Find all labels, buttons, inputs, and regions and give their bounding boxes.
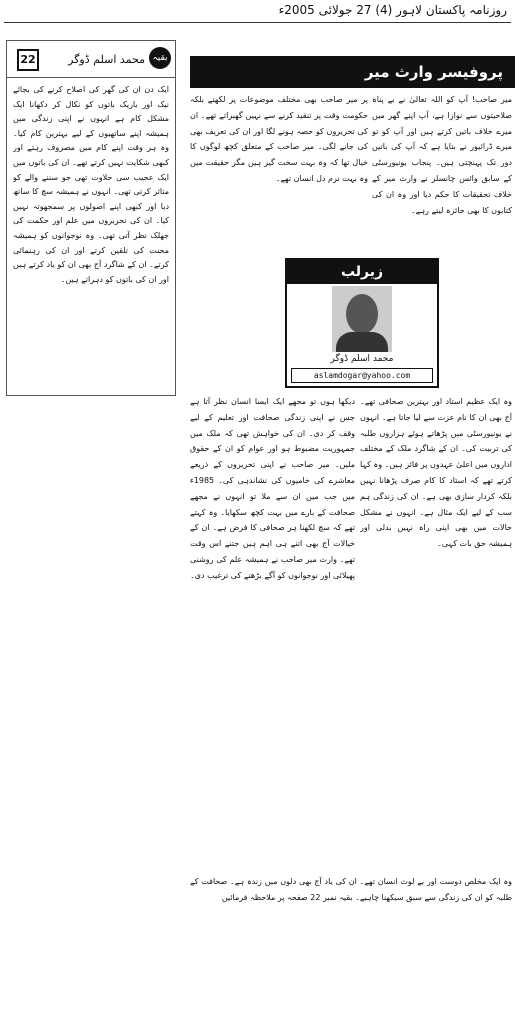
article-column-lower-left: دیکھا ہوں تو مجھے ایک ایسا انسان نظر آتا ہے جس نے اپنی زندگی صحافت اور تعلیم کے لیے وقف کر دی۔ ان کی خواہش تھی کہ ملک میں جمہوریت مضبوط ہو اور عوام کو ان کے حقوق ملیں۔ میر صاحب نے اپنی تحریروں کے ذریعے معاشرے کی خامیوں کی نشاندہی کی۔ 1985ء میں جب میں ان سے ملا تو انہوں نے مجھے صحافت کے بارے میں بہت کچھ سکھایا۔ وہ کہتے تھے کہ سچ لکھنا ہر صحافی کا فرض ہے۔ ان کے خیالات آج بھی اتنے ہی اہم ہیں جتنے اس وقت تھے۔ وارث میر صاحب نے ہمیشہ علم کی روشنی پھیلائی اور نوجوانوں کو آگے بڑھنے کی ترغیب دی۔ <box>190 397 355 580</box>
masthead <box>0 0 515 22</box>
photo-face <box>346 294 378 334</box>
article-column-middle: پر میر صاحب بھی مختلف موضوعات پر لکھتے بلکہ حکومت وقت پر تنقید کرنے سے نہیں گھبراتے تھے۔ ان کی تحریروں کو حصہ ہونے لگا اور ان کی تعریف بھی کی جانے لگی۔ میر صاحب کے متعلق کچھ لوگوں کا خیال تھا کہ وہ بہت سخت گیر ہیں مگر حقیقت میں وہ بہت نرم دل انسان تھے۔ <box>190 95 368 183</box>
newspaper-dateline: روزنامہ پاکستان لاہور (4) 27 جولائی 2005ء <box>278 3 507 17</box>
continuation-header <box>7 41 175 78</box>
article-column-right: میر صاحب! آپ کو اللہ تعالیٰ نے بے پناہ صلاحیتوں سے نوازا ہے، آپ اپنے گھر میں میرے خلاف باتیں کرتے ہیں اور آپ کو تو میرے ڈرائیور نے بتایا ہے کہ آپ کی باتیں دور تک پہنچتی ہیں۔ پنجاب یونیورسٹی کے سابق وائس چانسلر نے وارث میر کے خلاف تحقیقات کا حکم دیا اور وہ ان کی کتابوں کا بھی جائزہ لیتے رہے۔ <box>372 95 512 215</box>
columnist-photo <box>332 286 392 352</box>
continuation-badge: بقیہ <box>149 47 171 69</box>
masthead-divider <box>4 22 511 23</box>
article-column-bottom: وہ ایک مخلص دوست اور بے لوث انسان تھے۔ ان کی یاد آج بھی دلوں میں زندہ ہے۔ صحافت کے طلبہ کو ان کی زندگی سے سبق سیکھنا چاہیے۔ بقیہ نمبر 22 صفحہ پر ملاحظہ فرمائیں <box>190 877 512 902</box>
photo-body <box>336 332 388 352</box>
columnist-email: aslamdogar@yahoo.com <box>291 368 433 383</box>
continuation-text: ایک دن ان کی گھر کی اصلاح کرنے کی بجائے نیک اور باریک باتوں کو نکال کر دکھانا ایک مشکل کام ہے انہوں نے اپنی زندگی میں ہمیشہ اپنے ساتھیوں کے لیے بہترین کام کیا۔ وہ ہر وقت اپنے کام میں مصروف رہتے اور کبھی شکایت نہیں کرتے تھے۔ ان کی باتوں میں ایک عجیب سی حلاوت تھی جو سننے والے کو متاثر کرتی تھی۔ انہوں نے ہمیشہ سچ کا ساتھ دیا اور کبھی اپنے اصولوں پر سمجھوتہ نہیں کیا۔ ان کی تحریروں میں علم اور حکمت کی جھلک نظر آتی تھی۔ وہ نوجوانوں کو ہمیشہ محنت کی تلقین کرتے اور ان کی رہنمائی کرتے۔ ان کے شاگرد آج بھی ان کو یاد کرتے ہیں اور ان کی باتوں کو دہراتے ہیں۔ <box>13 85 169 284</box>
page-number: 22 <box>17 49 39 71</box>
article-title-banner <box>190 56 515 88</box>
columnist-name: محمد اسلم ڈوگر <box>330 354 394 364</box>
columnist-photo-box <box>285 258 439 388</box>
article-title: پروفیسر وارث میر <box>364 63 503 81</box>
article-column-lower-right: وہ ایک عظیم استاد اور بہترین صحافی تھے۔ آج بھی ان کا نام عزت سے لیا جاتا ہے۔ انہوں نے یونیورسٹی میں پڑھاتے ہوئے ہزاروں طلبہ کی تربیت کی۔ ان کے شاگرد ملک کے مختلف اداروں میں اعلیٰ عہدوں پر فائز ہیں۔ وہ کہا کرتے تھے کہ استاد کا کام صرف پڑھانا نہیں بلکہ کردار سازی بھی ہے۔ ان کی زندگی ہم سب کے لیے ایک مثال ہے۔ انہوں نے مشکل حالات میں بھی اپنی راہ نہیں بدلی اور ہمیشہ حق بات کہی۔ <box>360 397 512 549</box>
column-name-header: زیرلب <box>287 260 437 284</box>
continuation-column <box>6 40 176 396</box>
author-name: محمد اسلم ڈوگر <box>68 53 145 66</box>
